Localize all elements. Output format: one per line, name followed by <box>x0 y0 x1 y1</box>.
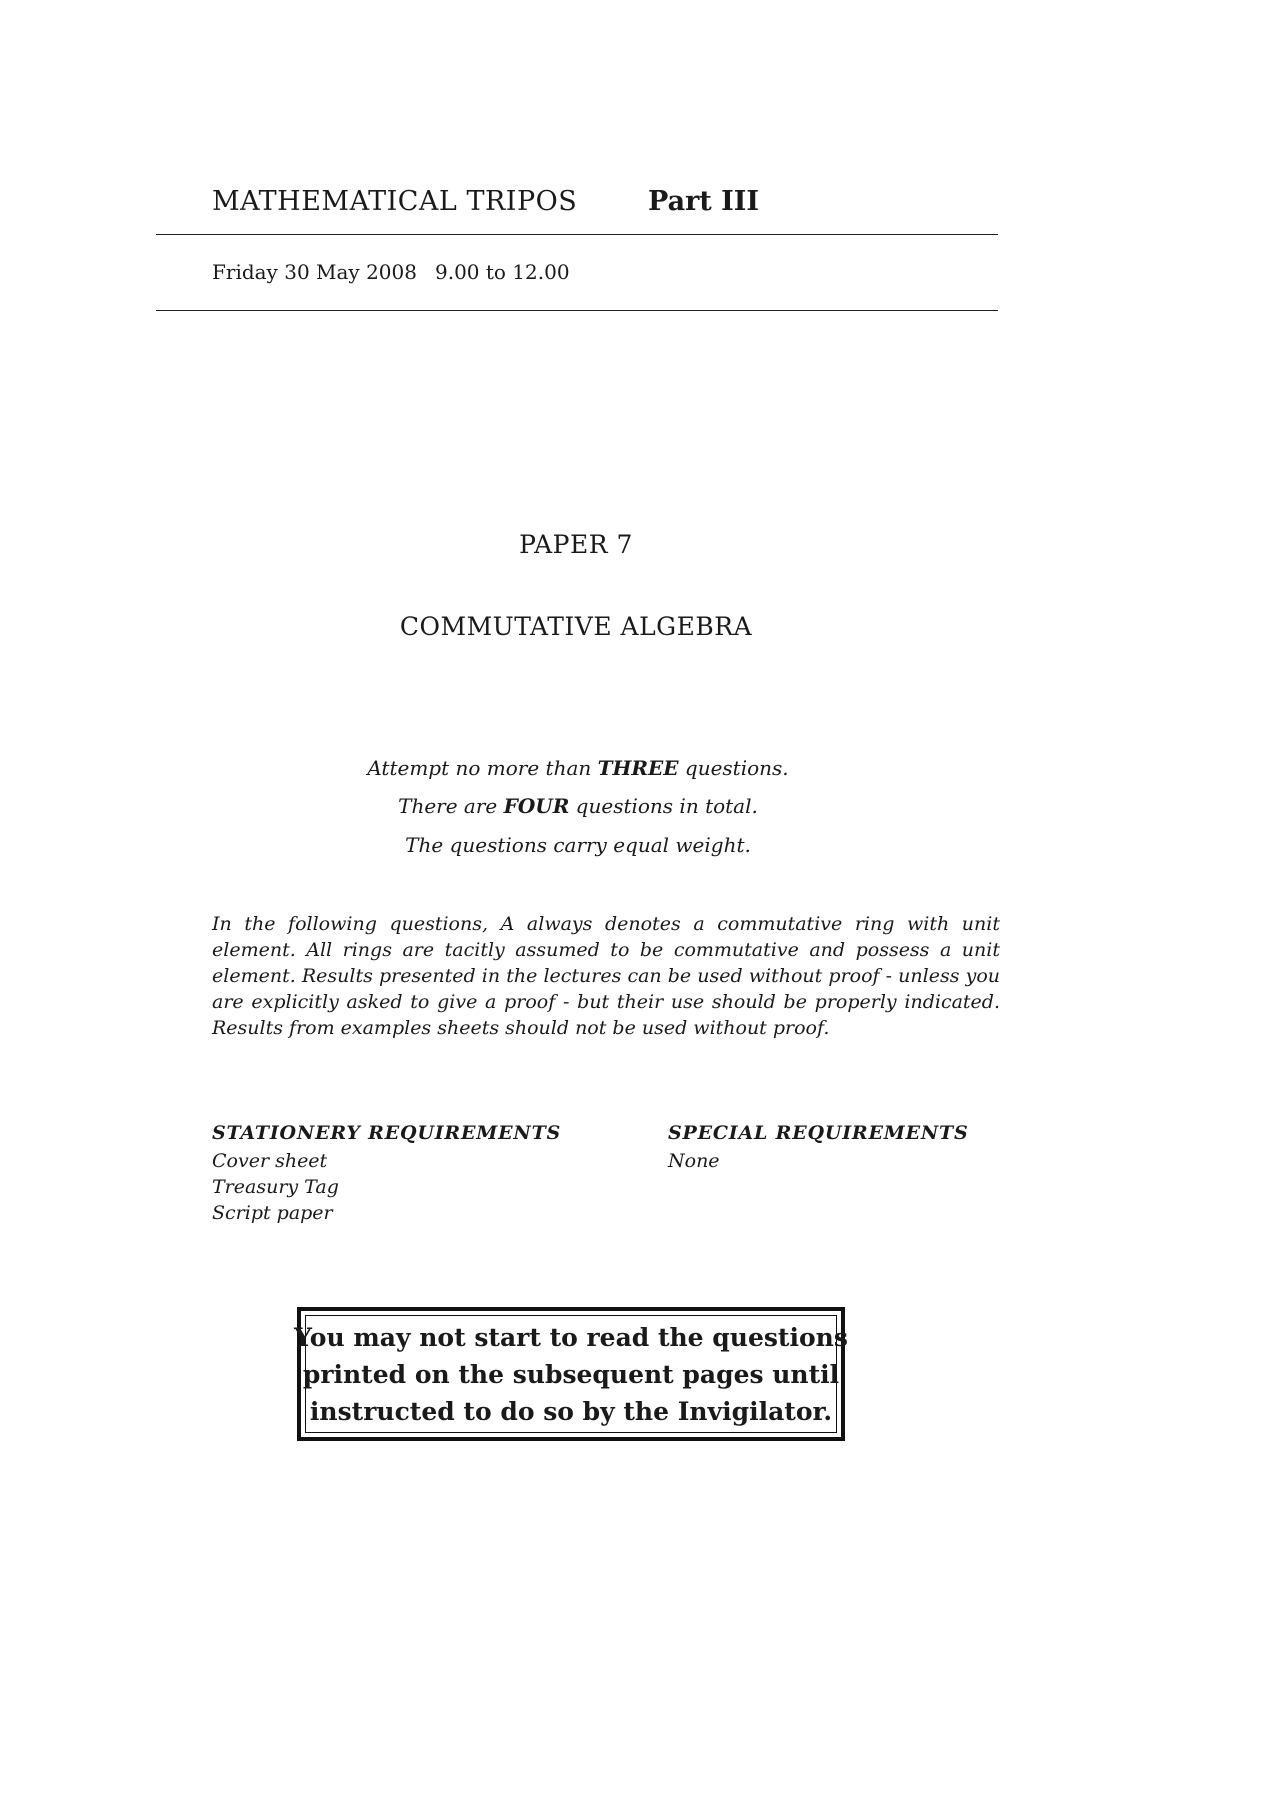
instruction-attempt-pre: Attempt no more than <box>367 756 598 780</box>
stationery-list <box>212 1148 561 1226</box>
stationery-item: Script paper <box>212 1202 333 1224</box>
instruction-attempt-count: THREE <box>597 756 679 780</box>
stationery-heading: STATIONERY REQUIREMENTS <box>212 1122 562 1144</box>
header-rule-bottom <box>156 310 998 311</box>
special-item: None <box>668 1150 720 1172</box>
instruction-total-count: FOUR <box>503 794 570 818</box>
intro-paragraph: In the following questions, A always denotes a commutative ring with unit element. All rings are tacitly assumed to be commutative and possess a unit element. Results presented in the lectures can be used without proof - unless you are explicitly asked to give a proof - but their use should be properly indicated. Results from examples sheets should not be used without proof. <box>212 913 1000 1039</box>
instruction-total-post: questions in total. <box>569 794 758 818</box>
special-requirements <box>668 1122 969 1174</box>
invigilator-notice-box <box>294 1307 848 1441</box>
exam-time: 9.00 to 12.00 <box>434 260 570 284</box>
notice-line: instructed to do so by the Invigilator. <box>309 1396 833 1426</box>
stationery-item: Treasury Tag <box>212 1176 339 1198</box>
stationery-item: Cover sheet <box>212 1150 328 1172</box>
exam-part: Part III <box>648 186 760 217</box>
exam-date-line <box>212 260 570 284</box>
notice-line: printed on the subsequent pages until <box>302 1359 840 1389</box>
instruction-attempt-post: questions. <box>678 756 789 780</box>
paper-subject: COMMUTATIVE ALGEBRA <box>399 612 753 641</box>
instruction-attempt <box>0 756 1156 780</box>
instruction-weight: The questions carry equal weight. <box>405 833 751 857</box>
instruction-total <box>0 794 1156 818</box>
paper-number: PAPER 7 <box>519 530 633 559</box>
special-list <box>668 1148 969 1174</box>
header-rule-top <box>156 234 998 235</box>
notice-line: You may not start to read the questions <box>294 1322 848 1352</box>
invigilator-notice-text <box>294 1319 848 1430</box>
exam-title: MATHEMATICAL TRIPOS <box>212 186 578 217</box>
stationery-requirements <box>212 1122 561 1226</box>
invigilator-notice-inner <box>294 1315 848 1433</box>
instruction-total-pre: There are <box>398 794 504 818</box>
special-heading: SPECIAL REQUIREMENTS <box>668 1122 969 1144</box>
exam-date: Friday 30 May 2008 <box>212 260 417 284</box>
